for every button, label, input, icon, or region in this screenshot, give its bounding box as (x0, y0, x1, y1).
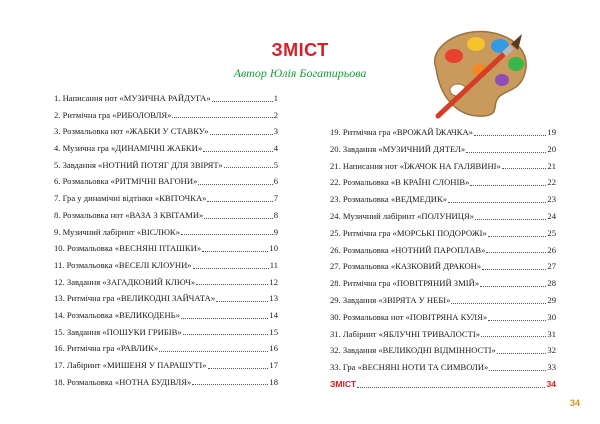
toc-entry[interactable] (54, 157, 278, 174)
toc-entry[interactable] (330, 124, 556, 141)
author-line: Автор Юлія Богатирьова (233, 66, 367, 80)
toc-entry-page: 10 (269, 243, 278, 254)
toc-entry-title: 21. Написання нот «ЇЖАЧОК НА ГАЛЯВИНІ» (330, 160, 501, 171)
dot-leader (486, 252, 546, 253)
dot-leader (202, 251, 268, 252)
toc-right-column (330, 90, 556, 393)
toc-entry-page: 22 (547, 177, 556, 188)
toc-entry-title: 16. Ритмічна гра «РАВЛИК» (54, 343, 159, 354)
toc-entry[interactable] (54, 290, 278, 307)
dot-leader (181, 318, 268, 319)
toc-entry-page: 3 (273, 126, 278, 137)
toc-entry[interactable] (54, 207, 278, 224)
toc-entry-page: 30 (547, 311, 556, 322)
toc-entry[interactable] (330, 225, 556, 242)
toc-entry-page: 32 (547, 345, 556, 356)
dot-leader (203, 151, 273, 152)
toc-entry[interactable] (54, 123, 278, 140)
toc-entry-page: 25 (547, 227, 556, 238)
toc-entry-title: 17. Лабіринт «МИШЕНЯ У ПАРАШУТІ» (54, 360, 207, 370)
toc-entry[interactable] (54, 307, 278, 324)
toc-entry-title: 32. Завдання «ВЕЛИКОДНІ ВІДМІННОСТІ» (330, 345, 496, 356)
toc-entry-title: 4. Музична гра «ДИНАМІЧНІ ЖАБКИ» (54, 143, 203, 154)
dot-leader (466, 152, 546, 153)
page-number: 34 (569, 398, 580, 408)
dot-leader (480, 286, 546, 287)
toc-entry[interactable] (54, 324, 278, 341)
toc-entry-page: 16 (269, 343, 278, 354)
toc-entry-title: 3. Розмальовка нот «ЖАБКИ У СТАВКУ» (54, 126, 209, 137)
dot-leader (198, 184, 272, 185)
toc-entry-page: 31 (547, 328, 556, 339)
dot-leader (482, 269, 546, 270)
toc-entry-page: 27 (547, 261, 556, 272)
toc-entry-title: 6. Розмальовка «РИТМІЧНІ ВАГОНИ» (54, 176, 198, 187)
toc-entry-page: 19 (547, 127, 556, 137)
dot-leader (207, 201, 272, 202)
toc-entry[interactable] (330, 275, 556, 292)
toc-entry-page: 8 (273, 209, 278, 220)
toc-entry-page: 34 (546, 378, 556, 389)
toc-entry[interactable] (330, 359, 556, 376)
toc-entry-title: 27. Розмальовка «КАЗКОВИЙ ДРАКОН» (330, 261, 482, 272)
dot-leader (502, 168, 547, 169)
dot-leader (475, 219, 546, 220)
toc-entry-title: 19. Ритмічна гра «ВРОЖАЙ ЇЖАЧКА» (330, 127, 473, 137)
dot-leader (474, 135, 546, 136)
dot-leader (172, 117, 272, 118)
toc-entry[interactable] (54, 357, 278, 374)
toc-entry-title: 7. Гра у динамічні відтінки «КВІТОЧКА» (54, 193, 207, 204)
toc-entry[interactable] (330, 242, 556, 259)
toc-entry[interactable] (330, 158, 556, 175)
toc-entry-title: 26. Розмальовка «НОТНИЙ ПАРОПЛАВ» (330, 244, 486, 255)
toc-entry-page: 2 (273, 109, 278, 120)
dot-leader (451, 303, 546, 304)
toc-entry-page: 26 (547, 244, 556, 255)
toc-entry[interactable] (54, 340, 278, 357)
toc-entry-page: 5 (273, 159, 278, 170)
toc-entry-page: 9 (273, 226, 278, 237)
toc-entry[interactable] (54, 224, 278, 241)
toc-entry[interactable] (54, 140, 278, 157)
toc-entry-title: 5. Завдання «НОТНИЙ ПОТЯГ ДЛЯ ЗВІРЯТ» (54, 159, 223, 170)
toc-entry-title: 23. Розмальовка «ВЕДМЕДИК» (330, 194, 447, 205)
toc-entry-title: 31. Лабіринт «ЯБЛУЧНІ ТРИВАЛОСТІ» (330, 328, 481, 339)
toc-entry-title: 1. Написання нот «МУЗИЧНА РАЙДУГА» (54, 93, 211, 103)
toc-entry-page: 1 (273, 93, 278, 103)
toc-entry-page: 18 (269, 376, 278, 387)
dot-leader (488, 236, 547, 237)
toc-entry-title: 24. Музичний лабіринт «ПОЛУНИЦЯ» (330, 210, 474, 221)
toc-entry[interactable] (54, 240, 278, 257)
dot-leader (224, 167, 273, 168)
dot-leader (183, 334, 269, 335)
toc-entry[interactable] (330, 309, 556, 326)
toc-entry-title: 29. Завдання «ЗВІРЯТА У НЕБІ» (330, 294, 451, 305)
dot-leader (470, 185, 546, 186)
toc-entry-title: 14. Розмальовка «ВЕЛИКОДЕНЬ» (54, 309, 180, 320)
toc-entry-page: 28 (547, 278, 556, 289)
toc-entry-title: 12. Завдання «ЗАГАДКОВИЙ КЛЮЧ» (54, 276, 196, 287)
toc-entry-page: 14 (269, 309, 278, 320)
toc-left-column (54, 90, 278, 390)
dot-leader (357, 387, 545, 388)
toc-entry-title: 9. Музичний лабіринт «ВІСЛЮК» (54, 226, 180, 237)
toc-entry[interactable] (54, 374, 278, 391)
toc-entry-title: 25. Ритмічна гра «МОРСЬКІ ПОДОРОЖІ» (330, 227, 487, 238)
dot-leader (216, 301, 268, 302)
toc-entry-page: 7 (273, 193, 278, 204)
toc-entry-page: 33 (547, 362, 556, 373)
toc-entry-title: 20. Завдання «МУЗИЧНИЙ ДЯТЕЛ» (330, 143, 466, 154)
column-spacer (330, 90, 556, 124)
toc-entry-title: 22. Розмальовка «В КРАЇНІ СЛОНІВ» (330, 177, 470, 188)
toc-entry[interactable] (330, 326, 556, 343)
dot-leader (489, 370, 546, 371)
toc-entry-title: 15. Завдання «ПОШУКИ ГРИБІВ» (54, 326, 182, 337)
toc-entry-page: 23 (547, 194, 556, 205)
toc-entry-title: 33. Гра «ВЕСНЯНІ НОТИ ТА СИМВОЛИ» (330, 362, 489, 373)
dot-leader (196, 284, 268, 285)
toc-entry-page: 12 (269, 276, 278, 287)
dot-leader (204, 218, 272, 219)
dot-leader (192, 384, 268, 385)
toc-entry-page: 21 (547, 160, 556, 171)
toc-entry-page: 17 (269, 360, 278, 370)
toc-entry[interactable] (330, 292, 556, 309)
toc-entry[interactable] (330, 174, 556, 191)
toc-entry[interactable] (54, 90, 278, 107)
toc-entry-page: 29 (547, 294, 556, 305)
dot-leader (448, 202, 546, 203)
dot-leader (497, 353, 547, 354)
toc-entry[interactable] (330, 208, 556, 225)
toc-entry-title: ЗМІСТ (330, 378, 357, 389)
toc-entry[interactable] (330, 376, 556, 393)
toc-entry[interactable] (330, 342, 556, 359)
dot-leader (488, 320, 546, 321)
toc-entry-title: 11. Розмальовка «ВЕСЕЛІ КЛОУНИ» (54, 259, 192, 270)
toc-entry-page: 24 (547, 210, 556, 221)
dot-leader (210, 134, 273, 135)
toc-entry[interactable] (54, 274, 278, 291)
dot-leader (481, 336, 546, 337)
toc-entry-title: 8. Розмальовка нот «ВАЗА З КВІТАМИ» (54, 209, 204, 220)
toc-entry[interactable] (54, 173, 278, 190)
toc-entry-title: 13. Ритмічна гра «ВЕЛИКОДНІ ЗАЙЧАТА» (54, 293, 216, 304)
dot-leader (193, 268, 269, 269)
toc-entry-title: 30. Розмальовка нот «ПОВІТРЯНА КУЛЯ» (330, 311, 488, 322)
toc-entry-page: 20 (547, 143, 556, 154)
page-title: ЗМІСТ (271, 40, 329, 60)
toc-entry-title: 10. Розмальовка «ВЕСНЯНІ ПТАШКИ» (54, 243, 202, 254)
dot-leader (181, 234, 273, 235)
toc-entry[interactable] (54, 257, 278, 274)
toc-entry[interactable] (330, 141, 556, 158)
dot-leader (212, 101, 273, 102)
toc-entry-page: 11 (269, 259, 278, 270)
toc-entry-title: 18. Розмальовка «НОТНА БУДІВЛЯ» (54, 376, 192, 387)
toc-entry-page: 6 (273, 176, 278, 187)
toc-entry[interactable] (330, 191, 556, 208)
toc-entry[interactable] (54, 190, 278, 207)
toc-entry-page: 4 (273, 143, 278, 154)
toc-entry[interactable] (54, 107, 278, 124)
dot-leader (208, 368, 269, 369)
toc-entry-page: 13 (269, 293, 278, 304)
toc-entry-page: 15 (269, 326, 278, 337)
toc-entry-title: 2. Ритмічна гра «РИБОЛОВЛЯ» (54, 109, 172, 120)
toc-entry-title: 28. Ритмічна гра «ПОВІТРЯНИЙ ЗМІЙ» (330, 278, 480, 289)
dot-leader (159, 351, 268, 352)
toc-entry[interactable] (330, 258, 556, 275)
